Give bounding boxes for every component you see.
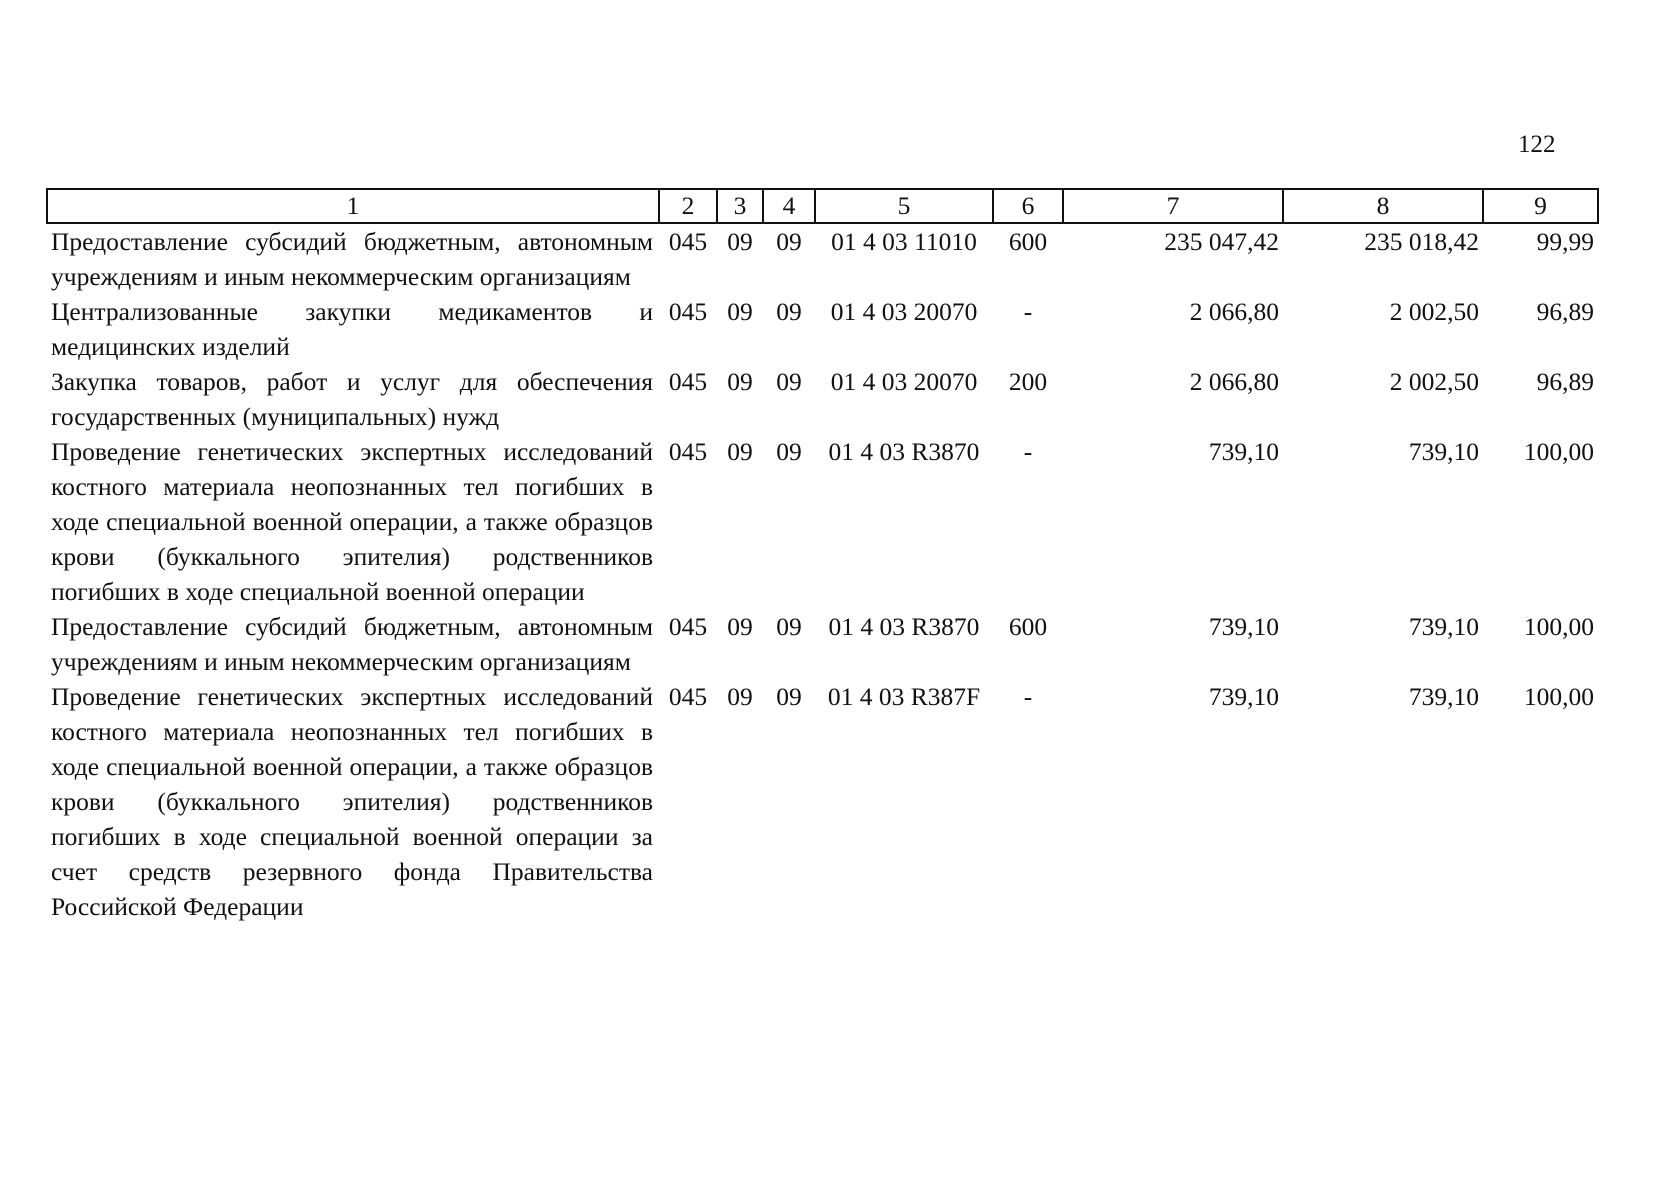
target-article-code: 01 4 03 R387F: [827, 682, 981, 711]
expense-type-code: -: [1023, 297, 1033, 326]
executed-amount: 739,10: [1408, 612, 1479, 641]
executed-amount: 235 018,42: [1364, 227, 1479, 256]
target-article-code: 01 4 03 20070: [830, 367, 978, 396]
subsection-code: 09: [776, 297, 802, 326]
planned-amount: 2 066,80: [1189, 367, 1279, 396]
subsection-code: 09: [776, 682, 802, 711]
column-header: 7: [1063, 189, 1283, 223]
executed-amount: 2 002,50: [1389, 367, 1479, 396]
row-name: Предоставление субсидий бюджетным, автономным учреждениям и иным некоммерческим организациям: [51, 227, 653, 291]
ministry-code: 045: [668, 367, 708, 396]
section-code: 09: [727, 612, 753, 641]
ministry-code: 045: [668, 682, 708, 711]
section-code: 09: [727, 437, 753, 466]
executed-amount: 2 002,50: [1389, 297, 1479, 326]
column-header: 1: [47, 189, 659, 223]
planned-amount: 2 066,80: [1189, 297, 1279, 326]
table-row: [47, 609, 1598, 679]
execution-percent: 100,00: [1523, 682, 1594, 711]
section-code: 09: [727, 367, 753, 396]
row-name: Централизованные закупки медикаментов и медицинских изделий: [51, 297, 653, 361]
budget-table: [46, 188, 1599, 924]
ministry-code: 045: [668, 227, 708, 256]
subsection-code: 09: [776, 612, 802, 641]
expense-type-code: 200: [1008, 367, 1048, 396]
expense-type-code: 600: [1008, 612, 1048, 641]
column-header: 9: [1483, 189, 1598, 223]
target-article-code: 01 4 03 R3870: [828, 612, 980, 641]
target-article-code: 01 4 03 R3870: [828, 437, 980, 466]
target-article-code: 01 4 03 11010: [831, 227, 977, 256]
planned-amount: 739,10: [1208, 612, 1279, 641]
column-header: 2: [659, 189, 717, 223]
target-article-code: 01 4 03 20070: [830, 297, 978, 326]
column-header: 6: [993, 189, 1063, 223]
planned-amount: 739,10: [1208, 682, 1279, 711]
expense-type-code: 600: [1008, 227, 1048, 256]
subsection-code: 09: [776, 437, 802, 466]
expense-type-code: -: [1023, 437, 1033, 466]
subsection-code: 09: [776, 227, 802, 256]
executed-amount: 739,10: [1408, 437, 1479, 466]
column-header: 3: [717, 189, 763, 223]
table-row: [47, 679, 1598, 924]
execution-percent: 100,00: [1523, 437, 1594, 466]
planned-amount: 235 047,42: [1164, 227, 1279, 256]
executed-amount: 739,10: [1408, 682, 1479, 711]
table-row: [47, 364, 1598, 434]
ministry-code: 045: [668, 297, 708, 326]
table-row: [47, 434, 1598, 609]
execution-percent: 100,00: [1523, 612, 1594, 641]
table-row: [47, 294, 1598, 364]
subsection-code: 09: [776, 367, 802, 396]
section-code: 09: [727, 682, 753, 711]
ministry-code: 045: [668, 437, 708, 466]
section-code: 09: [727, 227, 753, 256]
execution-percent: 99,99: [1536, 227, 1594, 256]
header-row: [47, 189, 1598, 223]
column-header: 4: [763, 189, 815, 223]
row-name: Проведение генетических экспертных исследований костного материала неопознанных тел погибших в ходе специальной военной операции, а также образцов крови (буккального эпителия) родственников погибших в ходе специальной военной операции за счет средств резервного фонда Правительства Российской Федерации: [51, 682, 653, 921]
section-code: 09: [727, 297, 753, 326]
execution-percent: 96,89: [1536, 367, 1594, 396]
row-name: Предоставление субсидий бюджетным, автономным учреждениям и иным некоммерческим организациям: [51, 612, 653, 676]
execution-percent: 96,89: [1536, 297, 1594, 326]
row-name: Проведение генетических экспертных исследований костного материала неопознанных тел погибших в ходе специальной военной операции, а также образцов крови (буккального эпителия) родственников погибших в ходе специальной военной операции: [51, 437, 653, 606]
ministry-code: 045: [668, 612, 708, 641]
column-header: 8: [1283, 189, 1483, 223]
expense-type-code: -: [1023, 682, 1033, 711]
table-row: [47, 223, 1598, 294]
row-name: Закупка товаров, работ и услуг для обеспечения государственных (муниципальных) нужд: [51, 367, 653, 431]
column-header: 5: [815, 189, 993, 223]
page-number: 122: [1518, 131, 1556, 158]
planned-amount: 739,10: [1208, 437, 1279, 466]
